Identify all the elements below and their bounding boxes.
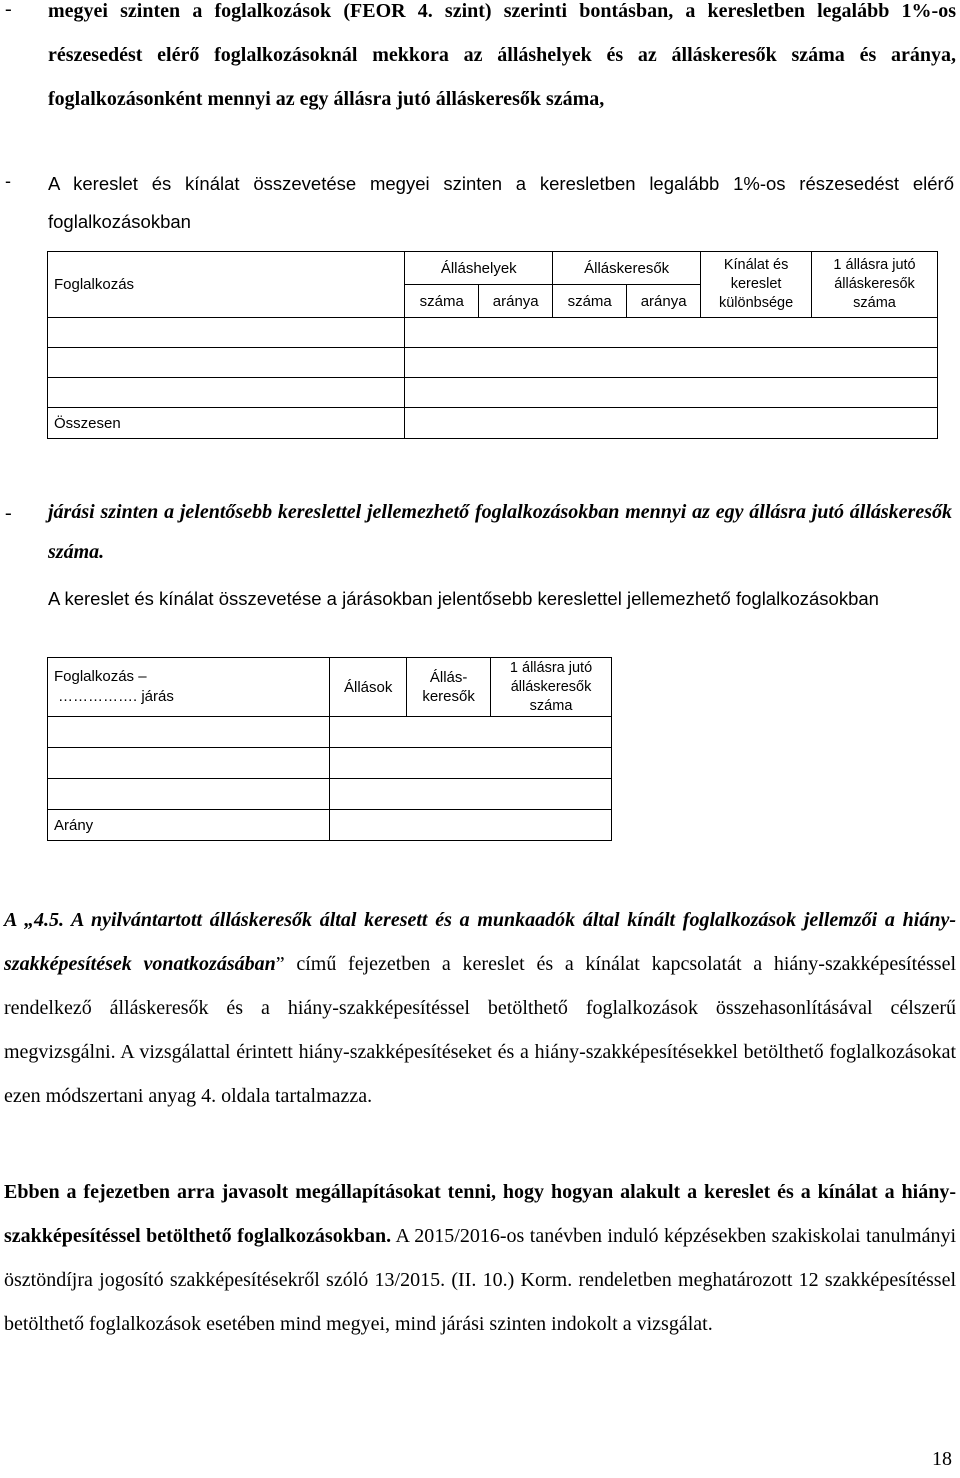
paragraph-recommendation: Ebben a fejezetben arra javasolt megállapításokat tenni, hogy hogyan alakult a kereslet és a kínálat a hiány-szakképesítéssel betölthető foglalkozásokban. A 2015/2016-os tanévben induló képzésekben szakiskolai tanulmányi ösztöndíjra jogosító szakképesítésekről szóló 13/2015. (II. 10.) Korm. rendeletben meghatározott 12 szakképesítéssel betölthető foglalkozások esetében mind megyei, mind járási szinten indokolt a vizsgálat. (4, 1181, 957, 1335)
header-job-seekers: Álláskeresők (553, 252, 701, 285)
subheader-seekers-number: száma (553, 285, 627, 318)
table-row-total (48, 408, 938, 439)
header-seekers-per-job: 1 állásra jutó álláskeresők száma (812, 252, 938, 318)
county-demand-supply-table (47, 251, 938, 439)
header-occupation: Foglalkozás (48, 252, 405, 318)
table-row (48, 318, 938, 348)
subheader-jobs-number: száma (405, 285, 479, 318)
table-row (48, 748, 612, 779)
recommendation-emphasis: Ebben a fejezetben arra javasolt megállapításokat tenni, hogy hogyan alakult a kereslet és a kínálat a hiány-szakképesítéssel betölthető foglalkozásokban. (4, 1181, 956, 1247)
caption-bullet: - (5, 171, 11, 191)
list-item-county-level: megyei szinten a foglalkozások (FEOR 4. szint) szerinti bontásban, a keresletben legalább 1%-os részesedést elérő foglalkozásoknál mekkora az álláshelyek és az álláskeresők száma és aránya, foglalkozásonként mennyi az egy állásra jutó álláskeresők száma, (48, 0, 956, 110)
list-bullet: - (5, 0, 12, 20)
total-label: Összesen (48, 408, 405, 439)
table1-caption: A kereslet és kínálat összevetése megyei szinten a keresletben legalább 1%-os részesedést elérő foglalkozásokban (48, 173, 954, 232)
header-supply-demand-difference: Kínálat és kereslet különbsége (701, 252, 812, 318)
paragraph-shortage-qualifications: A „4.5. A nyilvántartott álláskeresők által keresett és a munkaadók által kínált foglalkozások jellemzői a hiány-szakképesítések vonatkozásában” című fejezetben a kereslet és a kínálat kapcsolatát a hiány-szakképesítéssel rendelkező álláskeresők és a hiány-szakképesítéssel betölthető foglalkozások összehasonlításával célszerű megvizsgálni. A vizsgálattal érintett hiány-szakképesítéseket és a hiány-szakképesítésekkel betölthető foglalkozásokat ezen módszertani anyag 4. oldala tartalmazza. (4, 909, 957, 1107)
table-row (48, 348, 938, 378)
page-number: 18 (932, 1448, 952, 1470)
header-job-vacancies: Álláshelyek (405, 252, 553, 285)
table-row (48, 378, 938, 408)
subheader-seekers-ratio: aránya (627, 285, 701, 318)
list-item-district-level: járási szinten a jelentősebb kereslettel jellemezhető foglalkozásokban mennyi az egy állásra jutó álláskeresők száma. (48, 501, 952, 563)
table-row-ratio (48, 810, 612, 841)
ratio-label: Arány (48, 810, 330, 841)
table2-caption: A kereslet és kínálat összevetése a járásokban jelentősebb kereslettel jellemezhető foglalkozásokban (48, 588, 879, 609)
header-jobs: Állások (330, 658, 407, 717)
list-bullet: - (5, 502, 12, 524)
subheader-jobs-ratio: aránya (479, 285, 553, 318)
district-demand-supply-table (47, 657, 612, 841)
header-occupation-district: Foglalkozás – ……………. járás (48, 658, 330, 717)
header-seekers-per-job: 1 állásra jutó álláskeresők száma (491, 658, 612, 717)
table-row (48, 779, 612, 810)
header-job-seekers: Állás- keresők (407, 658, 491, 717)
chapter-reference: 4.5. A nyilvántartott álláskeresők által keresett és a munkaadók által kínált foglalkozások jellemzői a hiány-szakképesítések vonatkozásában (4, 909, 956, 975)
table-row (48, 717, 612, 748)
